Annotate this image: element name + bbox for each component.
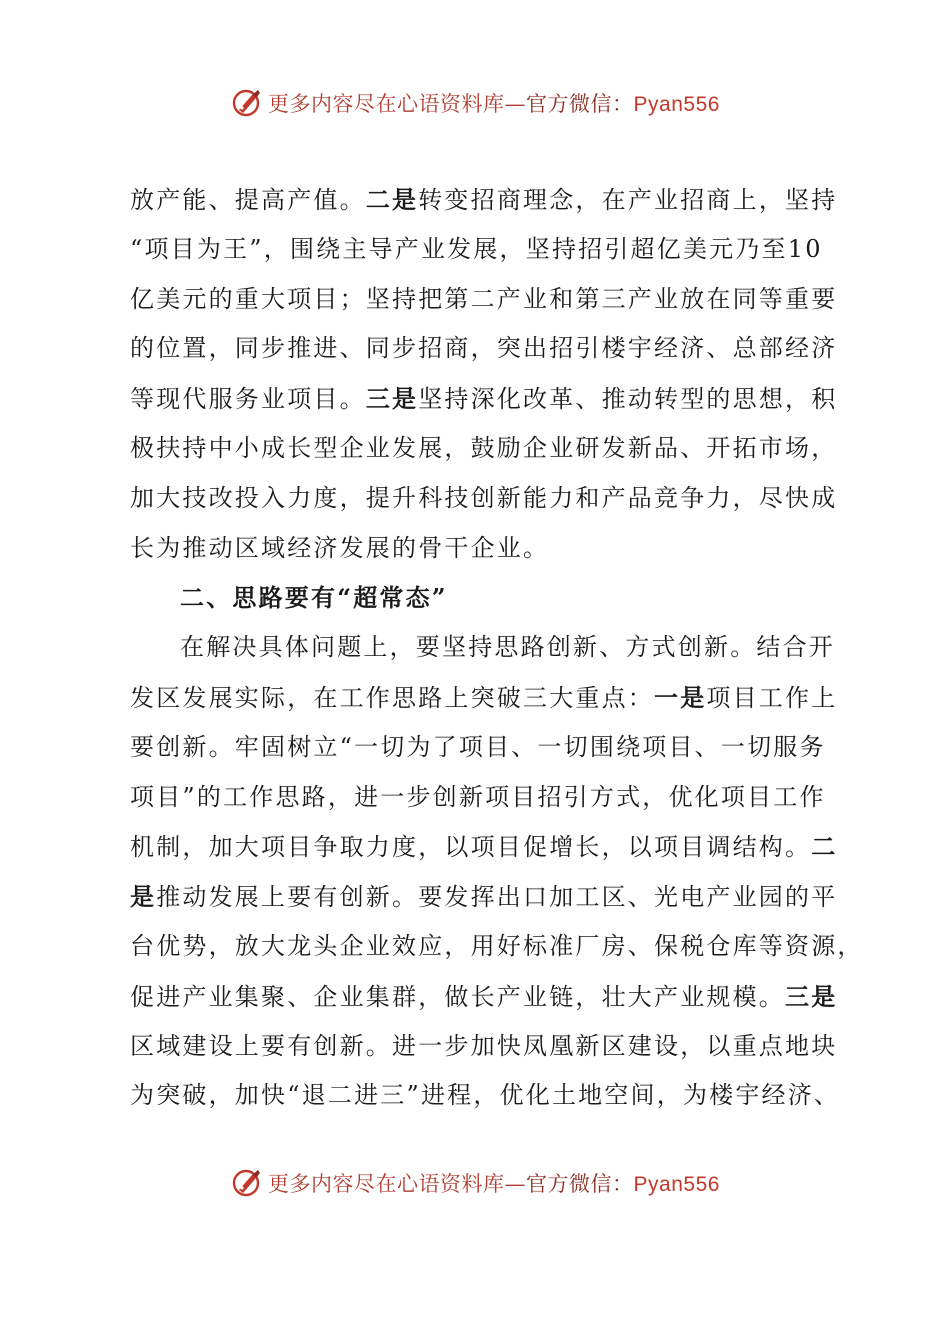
text-line-1 [130,175,838,225]
text-segment: 的位置，同步推进、同步招商，突出招引楼宇经济、总部经济 [130,334,838,363]
emphasis-segment: 二是 [365,185,419,214]
text-segment: 项目工作上 [706,683,838,712]
watermark-official-label: 官方微信： [526,1172,634,1196]
text-segment: 放产能、提高产值。 [130,186,366,214]
emphasis-segment: 一是 [654,682,707,712]
text-line-4 [130,324,838,374]
text-line-3 [130,275,838,325]
emphasis-segment: 二 [811,832,838,862]
text-segment: 机制，加大项目争取力度，以项目促增长，以项目调结构。 [130,833,812,862]
watermark-official-label: 官方微信： [526,92,634,116]
text-line-12 [130,723,832,773]
text-line-11 [130,673,838,723]
text-line-18 [130,1022,838,1072]
text-segment: 在解决具体问题上，要坚持思路创新、方式创新。结合开 [180,633,835,662]
text-line-10 [130,623,835,673]
watermark-banner-bottom [0,1163,950,1203]
text-segment: 要创新。牢固树立“一切为了项目、一切围绕项目、一切服务 [130,732,826,761]
text-segment: 项目”的工作思路，进一步创新项目招引方式，优化项目工作 [130,782,826,811]
heading-text: 二、思路要有“超常态” [180,583,448,613]
watermark-slogan: 更多内容尽在心语资料库 [268,1172,505,1196]
text-segment: 区域建设上要有创新。进一步加快凤凰新区建设，以重点地块 [130,1031,838,1060]
text-segment: 等现代服务业项目。 [130,385,366,414]
watermark-text [268,1168,720,1198]
watermark-dash: — [504,1172,527,1196]
text-segment: 极扶持中小成长型企业发展，鼓励企业研发新品、开拓市场， [130,433,838,462]
watermark-text [268,88,720,118]
text-segment: 转变招商理念，在产业招商上，坚持 [418,186,838,214]
text-segment: 促进产业集聚、企业集群，做长产业链，壮大产业规模。 [130,982,785,1011]
text-segment: 亿美元的重大项目；坚持把第二产业和第三产业放在同等重要 [130,284,838,313]
emphasis-segment: 三是 [365,384,419,414]
text-line-15 [130,872,838,922]
text-line-8 [130,524,832,574]
text-segment: “项目为王”，围绕主导产业发展，坚持招引超亿美元乃至10 [130,234,823,263]
text-line-16 [130,922,864,972]
emphasis-segment: 三是 [785,981,838,1011]
text-segment: 为突破，加快“退二进三”进程，优化土地空间，为楼宇经济、 [130,1081,841,1110]
watermark-wechat-id: Pyan556 [633,93,720,116]
text-line-13 [130,773,832,823]
emphasis-segment: 是 [130,882,157,912]
text-line-17 [130,972,838,1022]
text-line-19 [130,1071,841,1121]
text-segment: 台优势，放大龙头企业效应，用好标准厂房、保税仓库等资源， [130,931,864,960]
text-line-6 [130,424,838,474]
text-segment: 加大技改投入力度，提升科技创新能力和产品竞争力，尽快成 [130,483,838,512]
text-segment: 长为推动区域经济发展的骨干企业。 [130,533,550,562]
pen-logo-icon [230,1166,264,1200]
watermark-dash: — [504,92,527,116]
text-line-14 [130,822,838,872]
pen-logo-icon [230,86,264,120]
text-line-2 [130,225,832,275]
text-segment: 发区发展实际，在工作思路上突破三大重点： [130,683,654,712]
watermark-slogan: 更多内容尽在心语资料库 [268,92,505,116]
text-line-5 [130,374,838,424]
watermark-wechat-id: Pyan556 [633,1173,720,1196]
text-segment: 坚持深化改革、推动转型的思想，积 [418,385,838,414]
document-body [130,175,864,1121]
text-line-7 [130,474,838,524]
watermark-banner-top [0,83,950,123]
text-segment: 推动发展上要有创新。要发挥出口加工区、光电产业园的平 [156,883,838,912]
section-heading [130,573,832,623]
